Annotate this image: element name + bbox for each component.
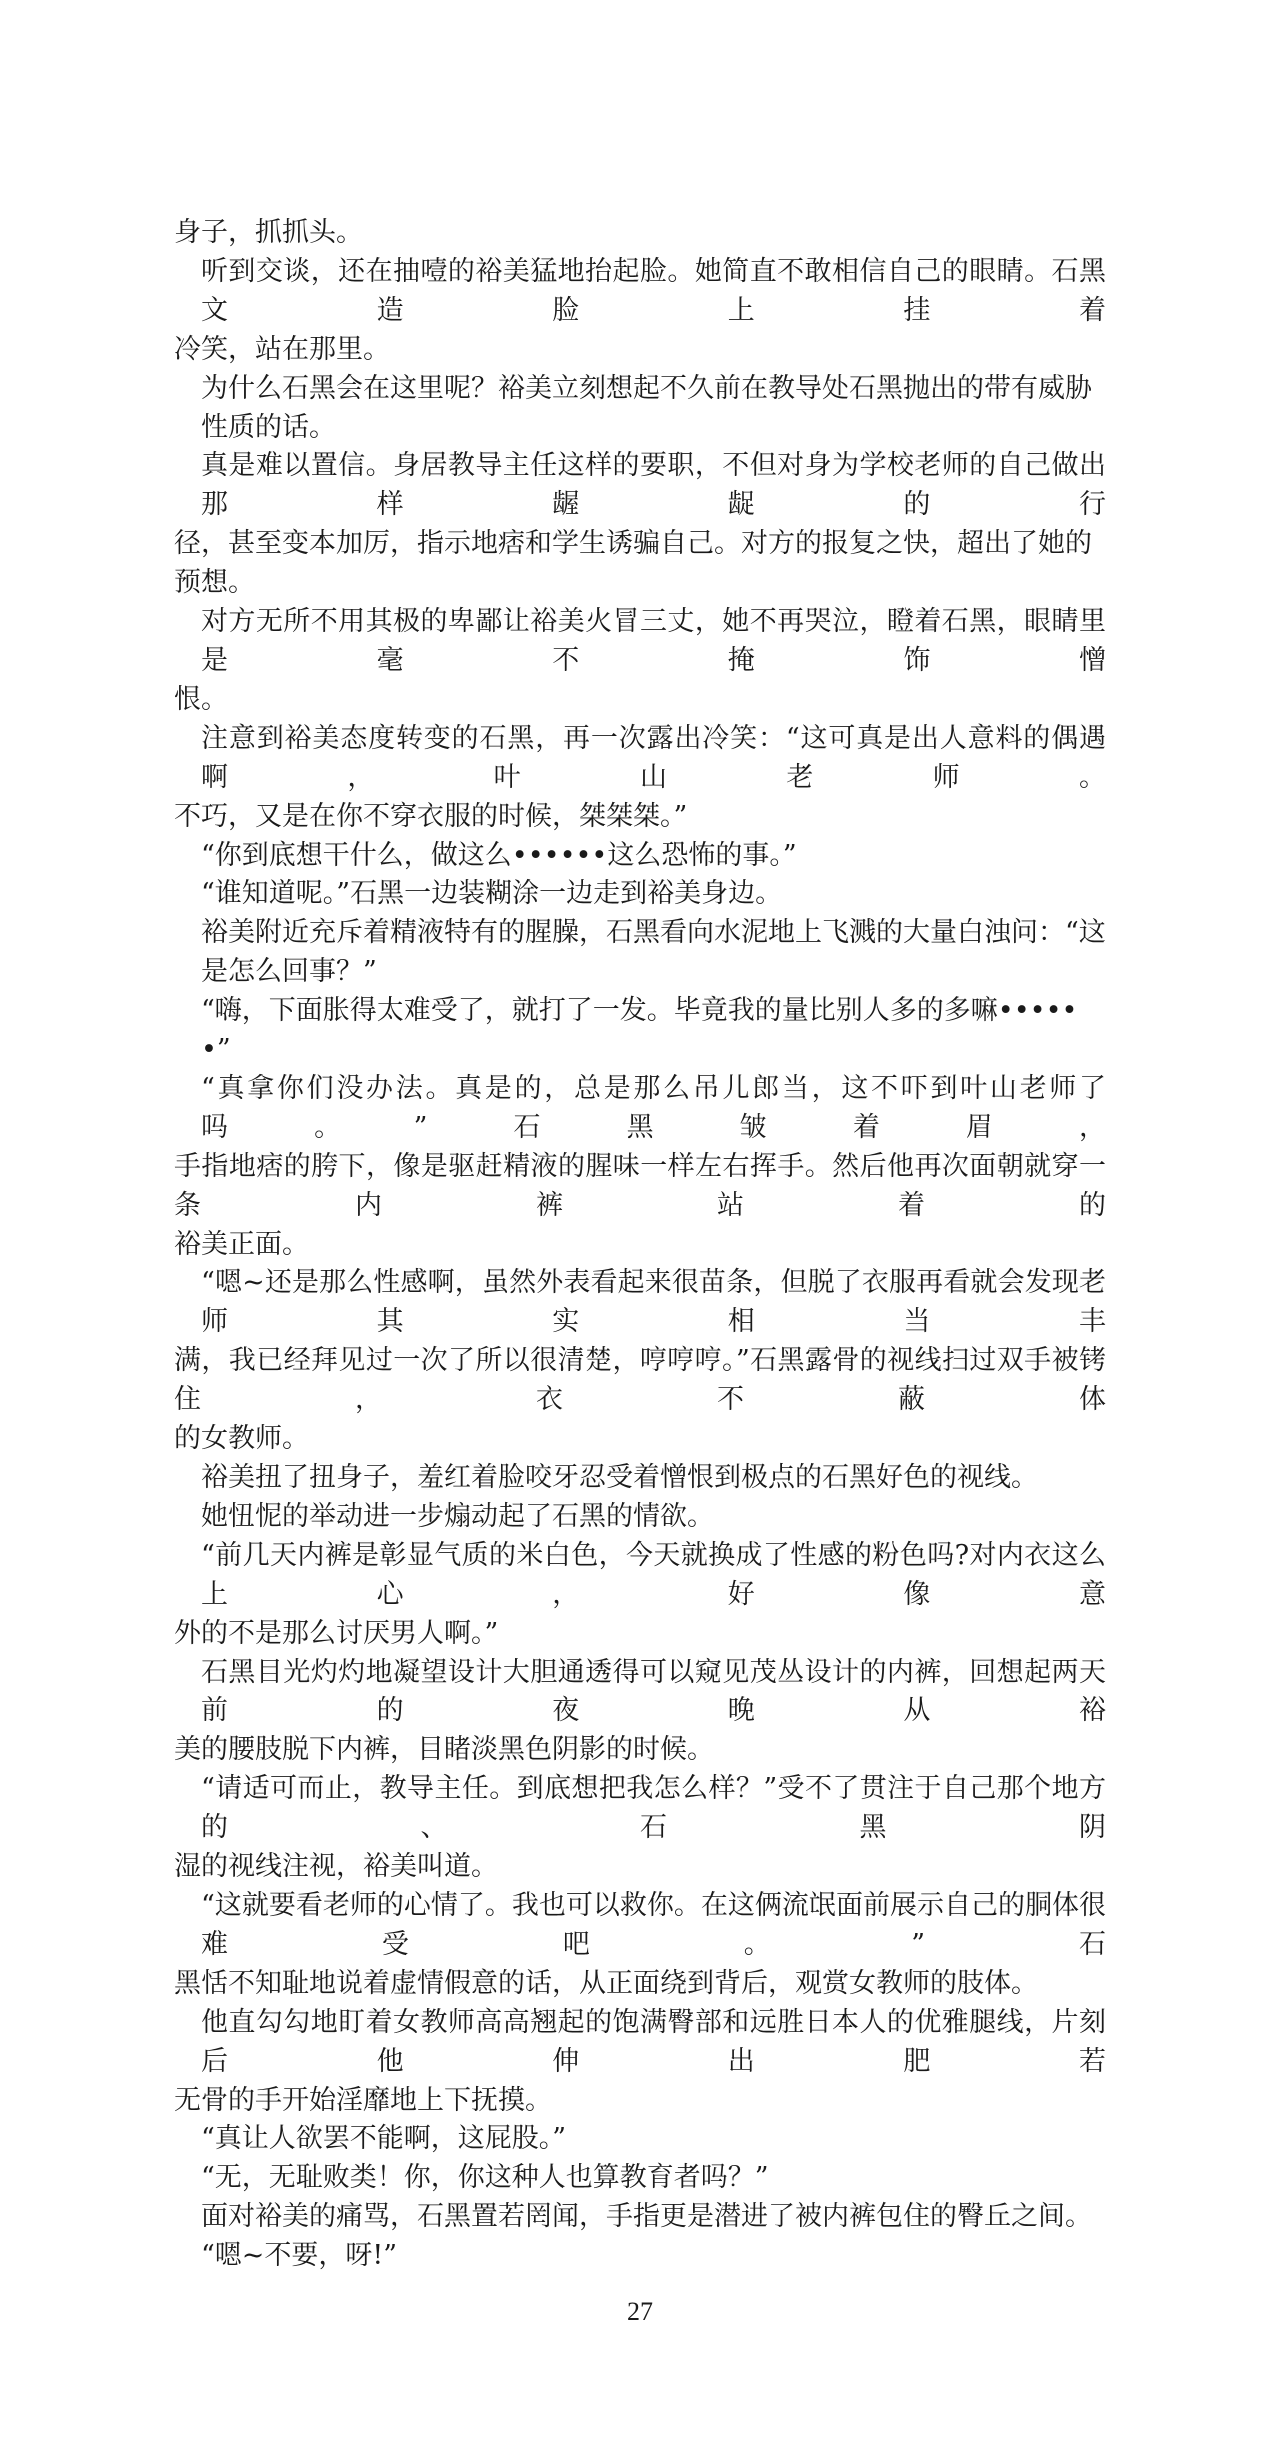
paragraph: [174, 2198, 1106, 2237]
text-line: 石黑目光灼灼地凝望设计大胆通透得可以窥见茂丛设计的内裤，回想起两天前的夜晚从裕: [201, 1656, 1106, 1727]
text-line: 的女教师。: [174, 1423, 309, 1455]
text-line: “真让人欲罢不能啊，这屁股。”: [201, 2123, 567, 2155]
text-line: 美的腰肢脱下内裤，目睹淡黑色阴影的时候。: [174, 1734, 714, 1766]
text-line: 不巧，又是在你不穿衣服的时候，桀桀桀。”: [174, 800, 688, 832]
text-line: “无，无耻败类！你，你这种人也算教育者吗？”: [201, 2162, 769, 2194]
paragraph: [174, 253, 1106, 370]
text-line: 真是难以置信。身居教导主任这样的要职，不但对身为学校老师的自己做出那样龌龊的行: [201, 450, 1106, 521]
text-line: 身子，抓抓头。: [174, 217, 363, 248]
text-line: 注意到裕美态度转变的石黑，再一次露出冷笑：“这可真是出人意料的偶遇啊，叶山老师。: [201, 722, 1106, 793]
paragraph: [174, 2159, 1106, 2198]
paragraph: [174, 447, 1106, 603]
text-line: “前几天内裤是彰显气质的米白色，今天就换成了性感的粉色吗?对内衣这么上心，好像意: [201, 1539, 1106, 1610]
paragraph: [174, 370, 1106, 448]
text-line: “嗯~还是那么性感啊，虽然外表看起来很苗条，但脱了衣服再看就会发现老师其实相当丰: [201, 1267, 1106, 1338]
text-line: 裕美扭了扭身子，羞红着脸咬牙忍受着憎恨到极点的石黑好色的视线。: [201, 1462, 1038, 1493]
paragraph: [174, 2120, 1106, 2159]
text-line: 裕美附近充斥着精液特有的腥臊，石黑看向水泥地上飞溅的大量白浊问：“这是怎么回事？”: [201, 917, 1106, 988]
paragraph: [174, 875, 1106, 914]
text-line: “这就要看老师的心情了。我也可以救你。在这俩流氓面前展示自己的胴体很难受吧。”石: [201, 1889, 1106, 1960]
text-line: “你到底想干什么，做这么••••••这么恐怖的事。”: [201, 839, 797, 871]
text-line: 面对裕美的痛骂，石黑置若罔闻，手指更是潜进了被内裤包住的臀丘之间。: [201, 2201, 1092, 2233]
text-line: 径，甚至变本加厉，指示地痞和学生诱骗自己。对方的报复之快，超出了她的预想。: [174, 528, 1092, 599]
page-number: 27: [627, 2297, 653, 2327]
text-line: 为什么石黑会在这里呢？裕美立刻想起不久前在教导处石黑抛出的带有威胁性质的话。: [201, 372, 1092, 443]
document-body: [174, 214, 1106, 2276]
paragraph: [174, 1459, 1106, 1498]
text-line: 听到交谈，还在抽噎的裕美猛地抬起脸。她简直不敢相信自己的眼睛。石黑文造脸上挂着: [201, 255, 1106, 326]
paragraph: [174, 1264, 1106, 1459]
text-line: “嗨，下面胀得太难受了，就打了一发。毕竟我的量比别人多的多嘛••••••”: [201, 995, 1078, 1066]
paragraph: [174, 837, 1106, 876]
text-line: 他直勾勾地盯着女教师高高翘起的饱满臀部和远胜日本人的优雅腿线，片刻后他伸出肥若: [201, 2006, 1106, 2077]
paragraph: [174, 2004, 1106, 2121]
text-line: 湿的视线注视，裕美叫道。: [174, 1851, 498, 1883]
text-line: 外的不是那么讨厌男人啊。”: [174, 1617, 499, 1649]
paragraph: [174, 603, 1106, 720]
paragraph: [174, 1537, 1106, 1654]
text-line: “谁知道呢。”石黑一边装糊涂一边走到裕美身边。: [201, 878, 783, 910]
paragraph: [174, 914, 1106, 992]
text-line: 裕美正面。: [174, 1228, 309, 1260]
paragraph: [174, 1770, 1106, 1887]
text-line: 手指地痞的胯下，像是驱赶精液的腥味一样左右挥手。然后他再次面朝就穿一条内裤站着的: [174, 1150, 1106, 1221]
paragraph: [174, 1654, 1106, 1771]
paragraph: [174, 1070, 1106, 1265]
text-line: “真拿你们没办法。真是的，总是那么吊儿郎当，这不吓到叶山老师了吗。”石黑皱着眉，: [201, 1072, 1106, 1143]
text-line: “嗯~不要，呀!”: [201, 2240, 398, 2272]
text-line: 她忸怩的举动进一步煽动起了石黑的情欲。: [201, 1500, 714, 1532]
text-line: 冷笑，站在那里。: [174, 333, 390, 365]
text-line: 无骨的手开始淫靡地上下抚摸。: [174, 2084, 552, 2116]
paragraph: [174, 1498, 1106, 1537]
paragraph: [174, 214, 1106, 253]
paragraph: [174, 720, 1106, 837]
paragraph: [174, 2237, 1106, 2276]
paragraph: [174, 992, 1106, 1070]
paragraph: [174, 1887, 1106, 2004]
text-line: 恨。: [174, 683, 228, 715]
text-line: “请适可而止，教导主任。到底想把我怎么样？”受不了贯注于自己那个地方的、石黑阴: [201, 1773, 1106, 1844]
text-line: 黑恬不知耻地说着虚情假意的话，从正面绕到背后，观赏女教师的肢体。: [174, 1967, 1038, 1999]
text-line: 满，我已经拜见过一次了所以很清楚，哼哼哼。”石黑露骨的视线扫过双手被铐住，衣不蔽体: [174, 1345, 1106, 1416]
text-line: 对方无所不用其极的卑鄙让裕美火冒三丈，她不再哭泣，瞪着石黑，眼睛里是毫不掩饰憎: [201, 606, 1106, 676]
